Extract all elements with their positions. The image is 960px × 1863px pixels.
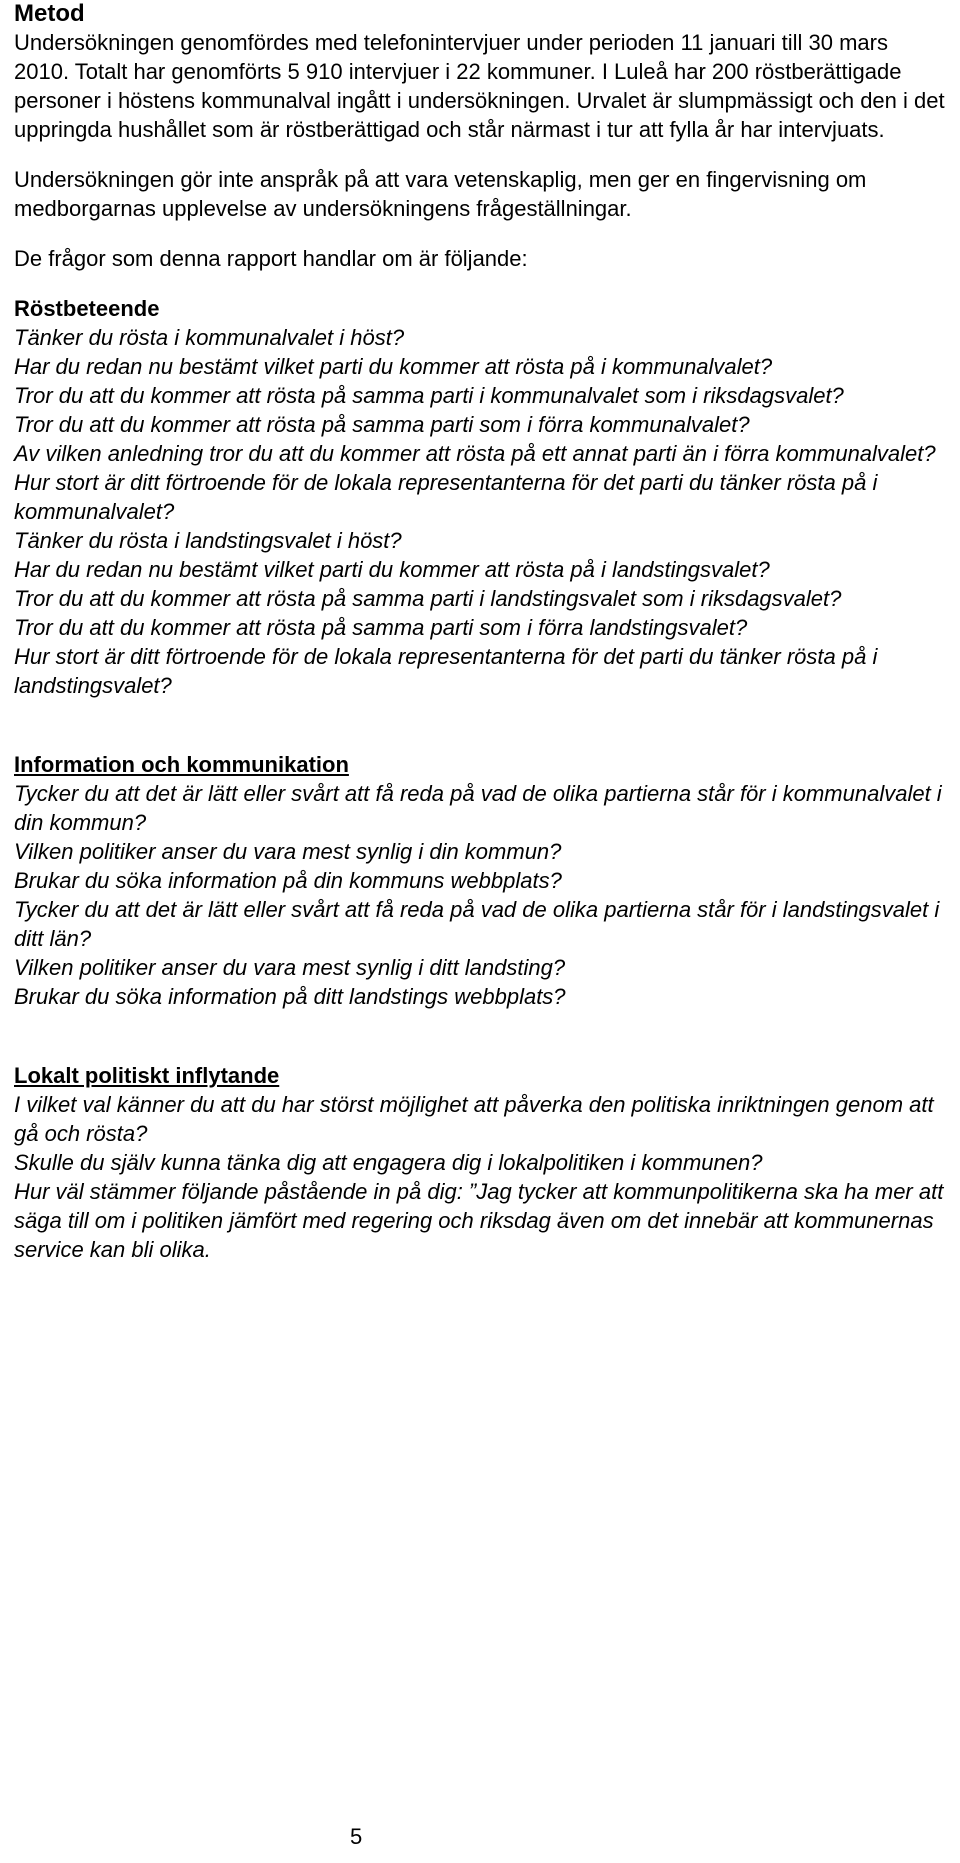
question-item: Skulle du själv kunna tänka dig att engagera dig i lokalpolitiken i kommunen? <box>14 1150 763 1175</box>
section-rostbeteende <box>14 294 949 700</box>
question-item: Tänker du rösta i kommunalvalet i höst? <box>14 325 405 350</box>
question-item: Tror du att du kommer att rösta på samma parti i kommunalvalet som i riksdagsvalet? <box>14 383 844 408</box>
section-information-och-kommunikation <box>14 750 949 1011</box>
question-item: Av vilken anledning tror du att du kommer att rösta på ett annat parti än i förra kommunalvalet? <box>14 441 936 466</box>
document-content <box>14 0 949 1264</box>
question-item: Tror du att du kommer att rösta på samma parti som i förra landstingsvalet? <box>14 615 748 640</box>
question-item: Har du redan nu bestämt vilket parti du kommer att rösta på i landstingsvalet? <box>14 557 770 582</box>
scope-paragraph: Undersökningen gör inte anspråk på att vara vetenskaplig, men ger en fingervisning om medborgarnas upplevelse av undersökningens frågeställningar. <box>14 167 867 221</box>
question-item: Brukar du söka information på ditt landstings webbplats? <box>14 984 566 1009</box>
question-item: Har du redan nu bestämt vilket parti du kommer att rösta på i kommunalvalet? <box>14 354 773 379</box>
question-item: Vilken politiker anser du vara mest synlig i ditt landsting? <box>14 955 566 980</box>
question-list-inflytande <box>14 1090 949 1264</box>
section-title-rostbeteende: Röstbeteende <box>14 296 160 321</box>
question-item: Tror du att du kommer att rösta på samma parti som i förra kommunalvalet? <box>14 412 750 437</box>
question-item: Hur stort är ditt förtroende för de lokala representanterna för det parti du tänker rösta på i landstingsvalet? <box>14 644 878 698</box>
question-item: I vilket val känner du att du har störst möjlighet att påverka den politiska inriktningen genom att gå och rösta? <box>14 1092 934 1146</box>
section-heading-metod: Metod <box>14 0 85 27</box>
section-title-lokalt-politiskt-inflytande: Lokalt politiskt inflytande <box>14 1063 280 1088</box>
question-item: Tycker du att det är lätt eller svårt att få reda på vad de olika partierna står för i landstingsvalet i ditt län? <box>14 897 940 951</box>
section-lokalt-politiskt-inflytande <box>14 1061 949 1264</box>
intro-paragraph: Undersökningen genomfördes med telefonintervjuer under perioden 11 januari till 30 mars 2010. Totalt har genomförts 5 910 intervjuer i 22 kommuner. I Luleå har 200 röstberättigade personer i höstens kommunalval ingått i undersökningen. Urvalet är slumpmässigt och den i det uppringda hushållet som är röstberättigad och står närmast i tur att fylla år har intervjuats. <box>14 30 945 142</box>
question-item: Tycker du att det är lätt eller svårt att få reda på vad de olika partierna står för i kommunalvalet i din kommun? <box>14 781 942 835</box>
question-item: Tror du att du kommer att rösta på samma parti i landstingsvalet som i riksdagsvalet? <box>14 586 842 611</box>
question-item: Hur väl stämmer följande påstående in på dig: ”Jag tycker att kommunpolitikerna ska ha mer att säga till om i politiken jämfört med regering och riksdag även om det innebär att kommunernas service kan bli olika. <box>14 1179 944 1262</box>
question-list-information <box>14 779 949 1011</box>
section-title-information-och-kommunikation: Information och kommunikation <box>14 752 349 777</box>
page-number: 5 <box>350 1824 363 1849</box>
question-item: Hur stort är ditt förtroende för de lokala representanterna för det parti du tänker rösta på i kommunalvalet? <box>14 470 878 524</box>
question-item: Vilken politiker anser du vara mest synlig i din kommun? <box>14 839 562 864</box>
questions-intro: De frågor som denna rapport handlar om är följande: <box>14 246 528 271</box>
question-list-rostbeteende <box>14 323 949 700</box>
question-item: Tänker du rösta i landstingsvalet i höst? <box>14 528 402 553</box>
question-item: Brukar du söka information på din kommuns webbplats? <box>14 868 562 893</box>
